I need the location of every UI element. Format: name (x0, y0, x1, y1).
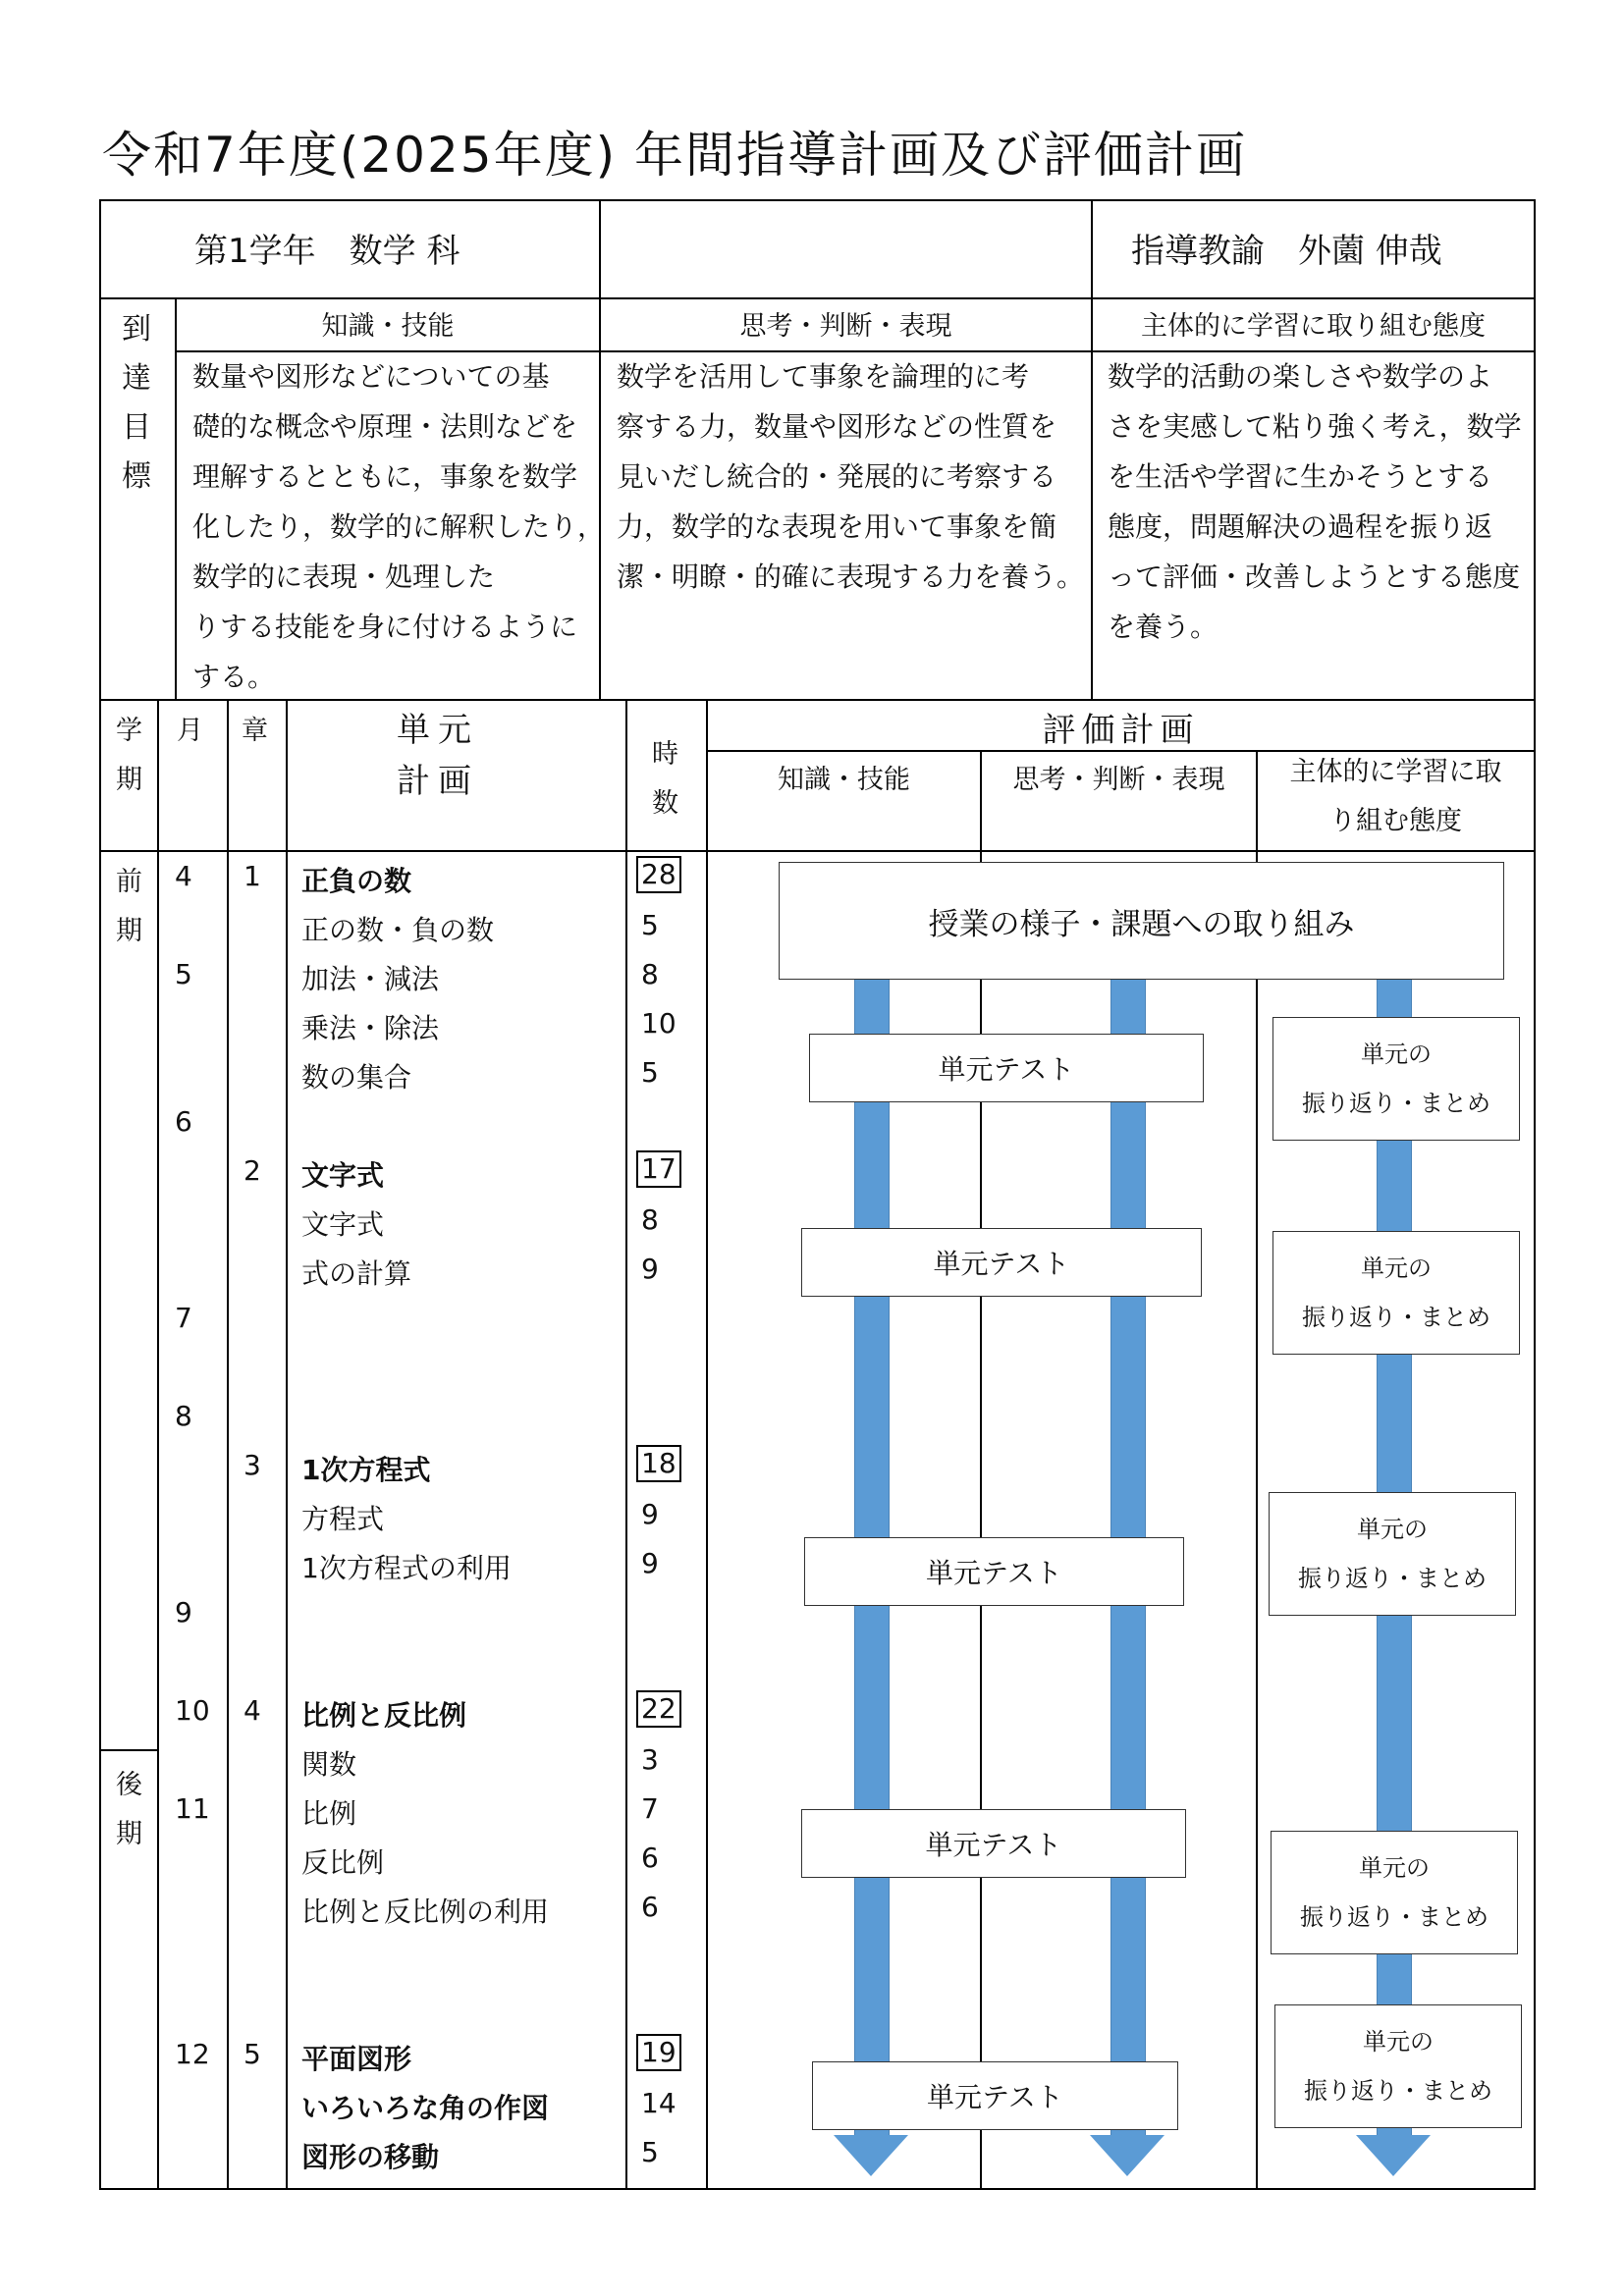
unit-item: 比例 (301, 1797, 357, 1830)
term-header-2: 期 (116, 765, 142, 795)
goals-label-1: 到 (122, 312, 151, 347)
month-4: 4 (175, 860, 192, 892)
arrow-down-icon (834, 2135, 908, 2176)
reflection-box: 単元の 振り返り・まとめ (1274, 2004, 1522, 2128)
eval-col-thinking: 思考・判断・表現 (1012, 765, 1225, 795)
arrow-down-icon (1090, 2135, 1164, 2176)
chapter-header: 章 (242, 716, 268, 746)
goal-thinking-text: 数学を活用して事象を論理的に考 察する力，数量や図形などの性質を 見いだし統合的・発展的に考察する 力，数学的な表現を用いて事象を簡 潔・明瞭・的確に表現する力を養う。 (617, 360, 1085, 593)
unit-hours-total: 19 (636, 2034, 681, 2071)
reflection-box: 単元の 振り返り・まとめ (1271, 1831, 1518, 1954)
eval-col-knowledge: 知識・技能 (778, 765, 910, 795)
month-9: 9 (175, 1596, 192, 1629)
unit-hours-total: 28 (636, 856, 681, 893)
eval-plan-header: 評価計画 (1042, 711, 1200, 750)
unit-plan-header-1: 単元 (397, 711, 479, 750)
unit-title: 正負の数 (301, 865, 412, 897)
unit-item: 比例と反比例の利用 (301, 1896, 550, 1928)
reflection-box: 単元の 振り返り・まとめ (1269, 1492, 1516, 1616)
teacher-name: 指導教諭 外薗 伸哉 (1131, 232, 1442, 271)
unit-hours: 9 (641, 1253, 659, 1285)
unit-hours: 7 (641, 1792, 659, 1825)
goals-label-4: 標 (122, 459, 151, 494)
month-7: 7 (175, 1302, 192, 1334)
hours-header-1: 時 (652, 739, 678, 770)
unit-title: 文字式 (301, 1159, 385, 1192)
unit-hours: 8 (641, 958, 659, 990)
chapter-2: 2 (244, 1154, 261, 1187)
chapter-3: 3 (244, 1449, 261, 1481)
unit-item: 1次方程式の利用 (301, 1552, 512, 1584)
goal-knowledge-heading: 知識・技能 (321, 311, 455, 342)
page-title: 令和7年度(2025年度) 年間指導計画及び評価計画 (102, 127, 1247, 184)
month-5: 5 (175, 958, 192, 990)
arrow-down-icon (1356, 2135, 1431, 2176)
goals-label-2: 達 (122, 361, 151, 396)
unit-title: 平面図形 (301, 2043, 412, 2075)
unit-item: いろいろな角の作図 (301, 2092, 550, 2124)
month-12: 12 (175, 2038, 210, 2070)
eval-col-attitude: 主体的に学習に取 り組む態度 (1289, 757, 1502, 836)
reflection-box: 単元の 振り返り・まとめ (1272, 1017, 1520, 1141)
unit-item: 乗法・除法 (301, 1012, 440, 1044)
month-10: 10 (175, 1694, 210, 1727)
unit-plan-header-2: 計画 (397, 762, 479, 801)
goal-knowledge-text: 数量や図形などについての基 礎的な概念や原理・法則などを 理解するとともに，事象を数学 化したり，数学的に解釈したり， 数学的に表現・処理した りする技能を身に付けるように する。 (192, 360, 606, 693)
unit-test-box: 単元テスト (809, 1034, 1204, 1102)
term-first-1: 前 (116, 867, 142, 897)
unit-hours: 5 (641, 1056, 659, 1089)
goal-attitude-text: 数学的活動の楽しさや数学のよ さを実感して粘り強く考え，数学 を生活や学習に生かそうとする 態度，問題解決の過程を振り返 って評価・改善しようとする態度 を養う。 (1108, 360, 1522, 643)
unit-hours: 6 (641, 1842, 659, 1874)
chapter-5: 5 (244, 2038, 261, 2070)
unit-item: 図形の移動 (301, 2141, 440, 2173)
month-11: 11 (175, 1792, 210, 1825)
goal-attitude-heading: 主体的に学習に取り組む態度 (1141, 311, 1486, 342)
month-6: 6 (175, 1105, 192, 1138)
unit-item: 式の計算 (301, 1257, 412, 1290)
term-second-1: 後 (116, 1770, 142, 1800)
unit-hours-total: 17 (636, 1150, 681, 1188)
chapter-1: 1 (244, 860, 261, 892)
unit-title: 1次方程式 (301, 1454, 431, 1486)
term-second-2: 期 (116, 1819, 142, 1849)
grade-subject: 第1学年 数学 科 (194, 232, 460, 271)
unit-hours-total: 18 (636, 1445, 681, 1482)
unit-hours: 5 (641, 909, 659, 941)
unit-test-box: 単元テスト (801, 1228, 1202, 1297)
term-header-1: 学 (116, 716, 142, 746)
unit-hours: 8 (641, 1203, 659, 1236)
chapter-4: 4 (244, 1694, 261, 1727)
unit-hours: 6 (641, 1891, 659, 1923)
unit-item: 関数 (301, 1748, 357, 1781)
term-first-2: 期 (116, 916, 142, 946)
unit-title: 比例と反比例 (301, 1699, 467, 1732)
unit-test-box: 単元テスト (801, 1809, 1186, 1878)
unit-item: 数の集合 (301, 1061, 412, 1094)
unit-hours: 3 (641, 1743, 659, 1776)
unit-hours: 9 (641, 1547, 659, 1579)
unit-hours: 14 (641, 2087, 677, 2119)
unit-item: 文字式 (301, 1208, 385, 1241)
month-header: 月 (177, 716, 203, 746)
unit-hours: 9 (641, 1498, 659, 1530)
unit-hours: 5 (641, 2136, 659, 2168)
unit-hours: 10 (641, 1007, 677, 1040)
unit-test-box: 単元テスト (812, 2061, 1178, 2130)
unit-test-box: 単元テスト (804, 1537, 1184, 1606)
hours-header-2: 数 (652, 788, 678, 819)
unit-item: 加法・減法 (301, 963, 440, 995)
unit-item: 正の数・負の数 (301, 914, 495, 946)
reflection-box: 単元の 振り返り・まとめ (1272, 1231, 1520, 1355)
unit-hours-total: 22 (636, 1690, 681, 1728)
goals-label-3: 目 (122, 410, 151, 445)
goal-thinking-heading: 思考・判断・表現 (739, 311, 952, 342)
month-8: 8 (175, 1400, 192, 1432)
unit-item: 方程式 (301, 1503, 385, 1535)
unit-item: 反比例 (301, 1846, 385, 1879)
eval-main-box: 授業の様子・課題への取り組み (779, 862, 1504, 980)
